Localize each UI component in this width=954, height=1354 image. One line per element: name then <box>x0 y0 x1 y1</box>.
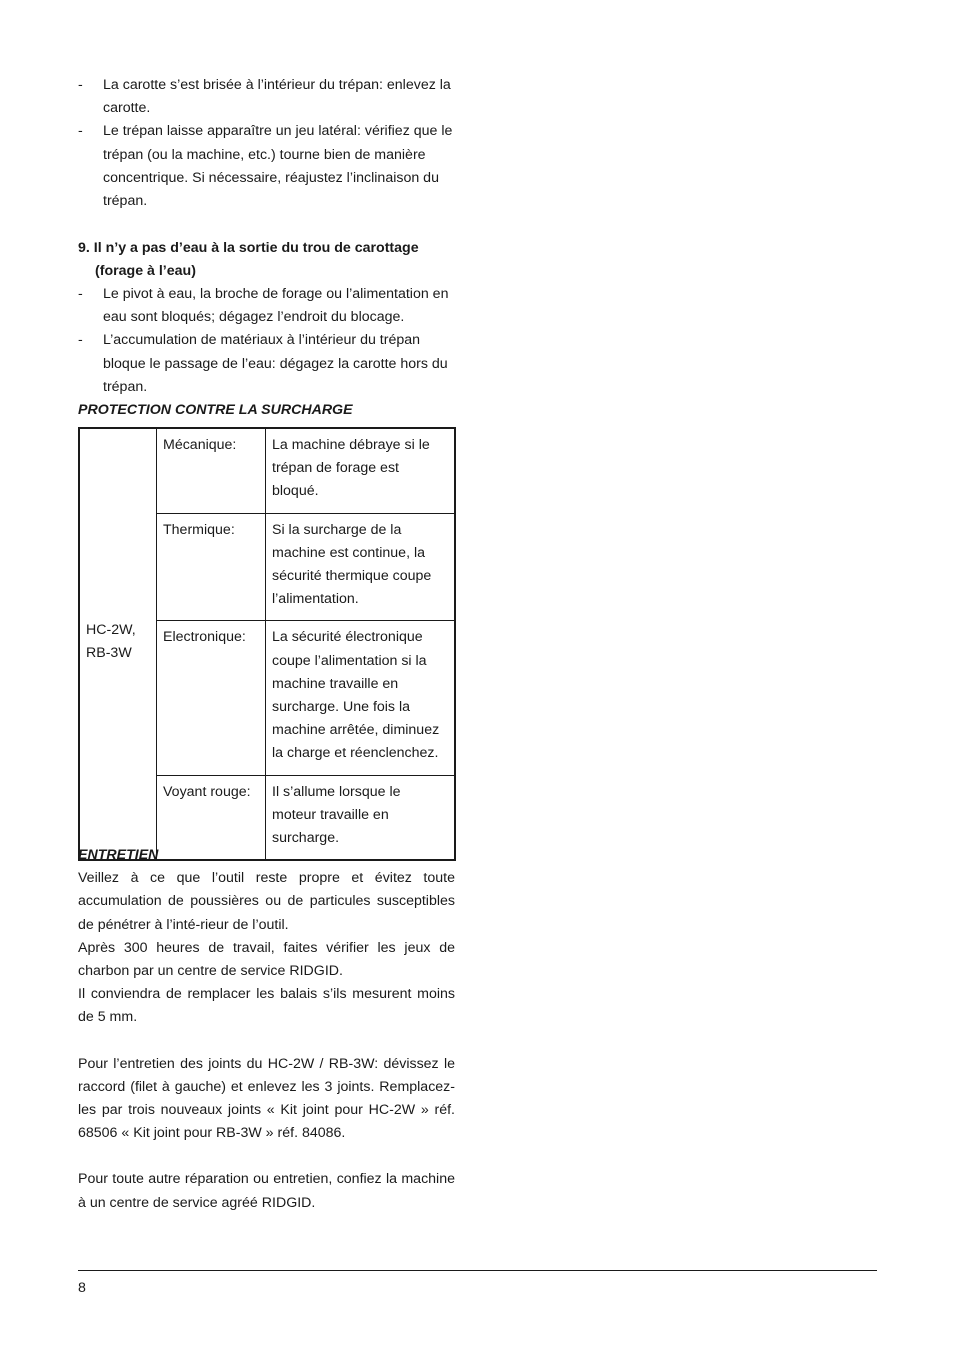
desc-cell: Il s’allume lorsque le moteur travaille en surcharge. <box>266 775 456 860</box>
type-cell: Thermique: <box>157 513 266 621</box>
troubleshooting-list <box>78 74 455 213</box>
type-cell: Voyant rouge: <box>157 775 266 860</box>
list-item: - L’accumulation de matériaux à l’intérieur du trépan bloque le passage de l’eau: dégagez la carotte hors du trépan. <box>78 332 448 395</box>
page-number: 8 <box>78 1280 86 1296</box>
list-item: - La carotte s’est brisée à l’intérieur du trépan: enlevez la carotte. <box>78 77 451 117</box>
maintenance-paragraph: Veillez à ce que l’outil reste propre et évitez toute accumulation de poussières ou de particules susceptibles de pénétrer à l’inté-rieur de l’outil. <box>78 870 455 933</box>
overload-table <box>78 427 456 861</box>
item9-heading: 9. Il n’y a pas d’eau à la sortie du trou de carottage (forage à l’eau) <box>78 240 419 280</box>
desc-cell: La machine débraye si le trépan de forage est bloqué. <box>266 428 456 513</box>
type-cell: Mécanique: <box>157 428 266 513</box>
item9-list <box>78 283 455 399</box>
desc-cell: Si la surcharge de la machine est continue, la sécurité thermique coupe l’alimentation. <box>266 513 456 621</box>
model-cell: HC-2W, RB-3W <box>79 428 157 860</box>
maintenance-paragraph: Après 300 heures de travail, faites vérifier les jeux de charbon par un centre de service RIDGID. <box>78 939 455 980</box>
maintenance-section <box>78 844 455 1215</box>
maintenance-paragraph: Il conviendra de remplacer les balais s’ils mesurent moins de 5 mm. <box>78 986 455 1026</box>
overload-title: PROTECTION CONTRE LA SURCHARGE <box>78 402 353 418</box>
list-item: - Le pivot à eau, la broche de forage ou l’alimentation en eau sont bloqués; dégagez l’endroit du blocage. <box>78 286 449 326</box>
maintenance-paragraph: Pour toute autre réparation ou entretien, confiez la machine à un centre de service agréé RIDGID. <box>78 1171 455 1211</box>
list-item: - Le trépan laisse apparaître un jeu latéral: vérifiez que le trépan (ou la machine, etc.) tourne bien de manière concentrique. Si nécessaire, réajustez l’inclinaison du trépan. <box>78 123 453 210</box>
footer-rule <box>78 1270 877 1271</box>
table-row <box>79 428 455 513</box>
maintenance-paragraph: Pour l’entretien des joints du HC-2W / RB-3W: dévissez le raccord (filet à gauche) et enlevez les 3 joints. Remplacez-les par trois nouveaux joints « Kit joint pour HC-2W » réf. 68506 « Kit joint pour RB-3W » réf. 84086. <box>78 1055 455 1142</box>
maintenance-title: ENTRETIEN <box>78 847 159 863</box>
desc-cell: La sécurité électronique coupe l’alimentation si la machine travaille en surcharge. Une fois la machine arrêtée, diminuez la charge et réenclenchez. <box>266 621 456 775</box>
type-cell: Electronique: <box>157 621 266 775</box>
